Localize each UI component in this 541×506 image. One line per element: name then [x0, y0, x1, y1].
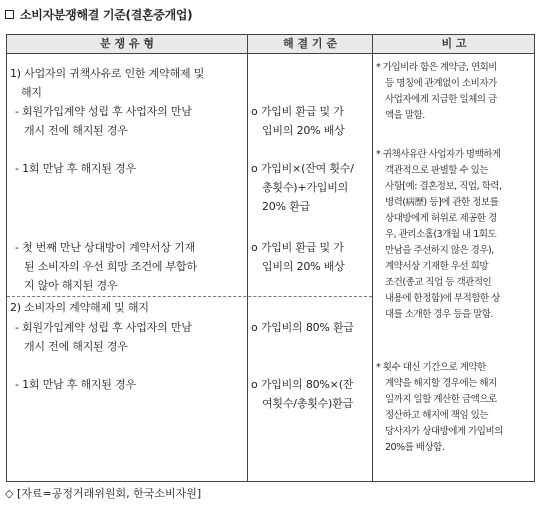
- note-fault-definition: * 귀책사유란 사업자가 명백하게: [376, 149, 501, 160]
- title-row: [5, 6, 192, 22]
- note-fault-definition: 조건(종교 직업 등 객관적인: [385, 277, 492, 288]
- criteria-refund-and-compensation: 입비의 20% 배상: [262, 260, 345, 273]
- case-preference-mismatch: 된 소비자의 우선 희망 조건에 부합하: [24, 260, 197, 273]
- case-consumer-before-meeting: - 회원가입계약 성립 후 사업자의 만남: [15, 321, 192, 334]
- note-period-contract: 계약을 해지할 경우에는 해지: [385, 378, 497, 389]
- note-fault-definition: 상대방에게 허위로 제공한 경: [385, 213, 497, 224]
- note-fault-definition: 사항[예: 결혼정보, 직업, 학력,: [385, 181, 502, 192]
- header-dispute-type: 분 쟁 유 형: [100, 37, 154, 50]
- section-1-heading: 해지: [21, 86, 42, 99]
- case-preference-mismatch: - 첫 번째 만난 상대방이 계약서상 기재: [15, 241, 195, 254]
- case-before-first-meeting: 개시 전에 해지된 경우: [24, 124, 128, 137]
- criteria-prorated-80-percent-refund: o 가입비의 80%×(잔: [251, 378, 354, 391]
- note-fault-definition: 객관적으로 판별할 수 있는: [385, 165, 489, 176]
- note-fault-definition: 만남을 주선하지 않은 경우),: [385, 245, 494, 256]
- note-period-contract: 정산하고 해지에 책임 있는: [385, 410, 489, 421]
- note-membership-fee: 등 명칭에 관계없이 소비자가: [385, 78, 497, 89]
- note-membership-fee: 사업자에게 지급한 일체의 금: [385, 94, 497, 105]
- dispute-table: [6, 34, 535, 482]
- checkbox-icon: [5, 10, 14, 19]
- case-consumer-after-meeting: - 1회 만남 후 해지된 경우: [15, 378, 136, 391]
- note-membership-fee: 액을 말함.: [385, 110, 425, 121]
- criteria-prorated-80-percent-refund: 여횟수/총횟수)환급: [262, 397, 354, 410]
- table-header: [7, 35, 534, 54]
- header-resolution-criteria: 해 결 기 준: [283, 37, 337, 50]
- section-1-heading: 1) 사업자의 귀책사유로 인한 계약해제 및: [10, 67, 205, 80]
- note-fault-definition: 대를 소개한 경우 등을 말함.: [385, 309, 494, 320]
- criteria-refund-and-compensation: 입비의 20% 배상: [262, 124, 345, 137]
- note-fault-definition: 우, 관리소홀(3개월 내 1회도: [385, 229, 497, 240]
- source-caption: ◇ [자료=공정거래위원회, 한국소비자원]: [5, 487, 202, 500]
- note-fault-definition: 계약서상 기재한 우선 희망: [385, 261, 489, 272]
- note-membership-fee: * 가입비라 함은 계약금, 연회비: [376, 62, 497, 73]
- note-period-contract: 일까지 일할 계산한 금액으로: [385, 394, 497, 405]
- header-notes: 비 고: [441, 37, 467, 50]
- criteria-80-percent-refund: o 가입비의 80% 환급: [251, 321, 354, 334]
- case-after-one-meeting: - 1회 만남 후 해지된 경우: [15, 162, 136, 175]
- note-period-contract: 당사자가 상대방에게 가입비의: [385, 426, 503, 437]
- case-preference-mismatch: 지 않아 해지된 경우: [24, 279, 118, 292]
- case-before-first-meeting: - 회원가입계약 성립 후 사업자의 만남: [15, 105, 192, 118]
- column-divider: [372, 35, 373, 481]
- note-fault-definition: 병력(病歷) 등]에 관한 정보를: [385, 197, 499, 208]
- criteria-prorated-refund: 20% 환급: [262, 200, 310, 213]
- section-divider: [7, 296, 372, 297]
- page-title: 소비자분쟁해결 기준(결혼중개업): [20, 7, 193, 22]
- note-period-contract: 20%를 배상함.: [385, 442, 445, 453]
- column-divider: [247, 35, 248, 481]
- case-consumer-before-meeting: 개시 전에 해지된 경우: [24, 340, 128, 353]
- criteria-prorated-refund: o 가입비×(잔여 횟수/: [251, 162, 354, 175]
- criteria-prorated-refund: 총횟수)+가입비의: [262, 181, 349, 194]
- section-2-heading: 2) 소비자의 계약해제 및 해지: [10, 301, 149, 314]
- note-period-contract: * 횟수 대신 기간으로 계약한: [376, 362, 486, 373]
- criteria-refund-and-compensation: o 가입비 환급 및 가: [251, 105, 344, 118]
- criteria-refund-and-compensation: o 가입비 환급 및 가: [251, 241, 344, 254]
- note-fault-definition: 내용에 한정함)에 부적합한 상: [385, 293, 500, 304]
